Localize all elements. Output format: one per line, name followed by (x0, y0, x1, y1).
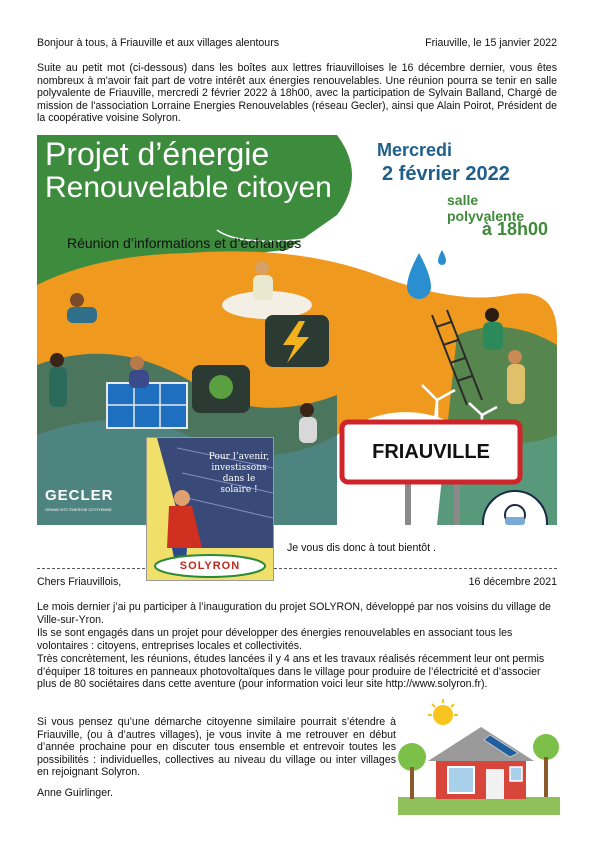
poster-date: 2 février 2022 (382, 163, 510, 185)
event-poster (37, 135, 557, 525)
solyron-image (146, 437, 274, 581)
place-date: Friauville, le 15 janvier 2022 (425, 37, 557, 49)
letter2-paragraph-2: Ils se sont engagés dans un projet pour développer des énergies renouvelables en associant tous les volontaires : citoyens, entreprises locales et collectivités. (37, 627, 513, 652)
greeting: Bonjour à tous, à Friauville et aux villages alentours (37, 37, 280, 49)
poster-time: à 18h00 (482, 219, 549, 239)
solyron-logo: SOLYRON (179, 560, 241, 572)
friauville-sign: FRIAUVILLE (372, 441, 490, 463)
signature: Anne Guirlinger. (37, 787, 113, 799)
poster-title-line1: Projet d’énergie (45, 136, 270, 172)
solar-house-illustration (398, 697, 560, 815)
poster-day: Mercredi (377, 140, 453, 160)
letter2-date: 16 décembre 2021 (468, 576, 557, 588)
separator-right (274, 568, 557, 569)
separator-left (37, 568, 145, 569)
house-svg (398, 697, 560, 815)
salutation: Chers Friauvillois, (37, 576, 122, 588)
letter2-paragraph-1: Le mois dernier j’ai pu participer à l’inauguration du projet SOLYRON, développé par nos voisins du village de Ville-sur-Yron. (37, 601, 551, 626)
poster-venue: salle polyvalente (447, 192, 525, 224)
letter2-paragraph-4: Si vous pensez qu’une démarche citoyenne similaire pourrait s’étendre à Friauville, (ou à d’autres villages), je vous invite à me retrouver en début d’année prochaine pour en discuter tous ensemble et entrevoir toutes les possibilités : individuelles, collectives au niveau du village ou inter villages en rejoignant Solyron. (37, 716, 396, 779)
gecler-subtext: GRAND EST ÉNERGIE CITOYENNE (45, 507, 112, 512)
gecler-logo: GECLER (45, 487, 114, 504)
poster-title-line2: Renouvelable citoyen (45, 171, 332, 204)
poster-subtitle: Réunion d’informations et d’échanges (67, 235, 302, 251)
intro-paragraph: Suite au petit mot (ci-dessous) dans les boîtes aux lettres friauvilloises le 16 décembre dernier, vous êtes nombreux à m'avoir fait part de votre intérêt aux énergies renouvelables. Une réunion pourra se tenir en salle polyvalente de Friauville, mercredi 2 février 2022 à 18h00, avec la participation de Sylvain Balland, Chargé de mission de l'association Lorraine Energies Renouvelables (réseau Gecler), ainsi que Alain Poirot, Président de la coopérative voisine Solyron. (37, 62, 557, 125)
solyron-slogan: Pour l’avenir, investissons dans le solaire ! (208, 452, 270, 495)
letter2-paragraph-3: Très concrètement, les réunions, études lancées il y 4 ans et les travaux réalisés récemment leur ont permis d’équiper 18 toitures en panneaux photovoltaïques dans le village pour produire de l’électricité et d’associer plus de 80 sociétaires dans cette aventure (pour information voici leur site http://www.solyron.fr). (37, 653, 545, 691)
closing-line: Je vous dis donc à tout bientôt . (287, 542, 436, 554)
